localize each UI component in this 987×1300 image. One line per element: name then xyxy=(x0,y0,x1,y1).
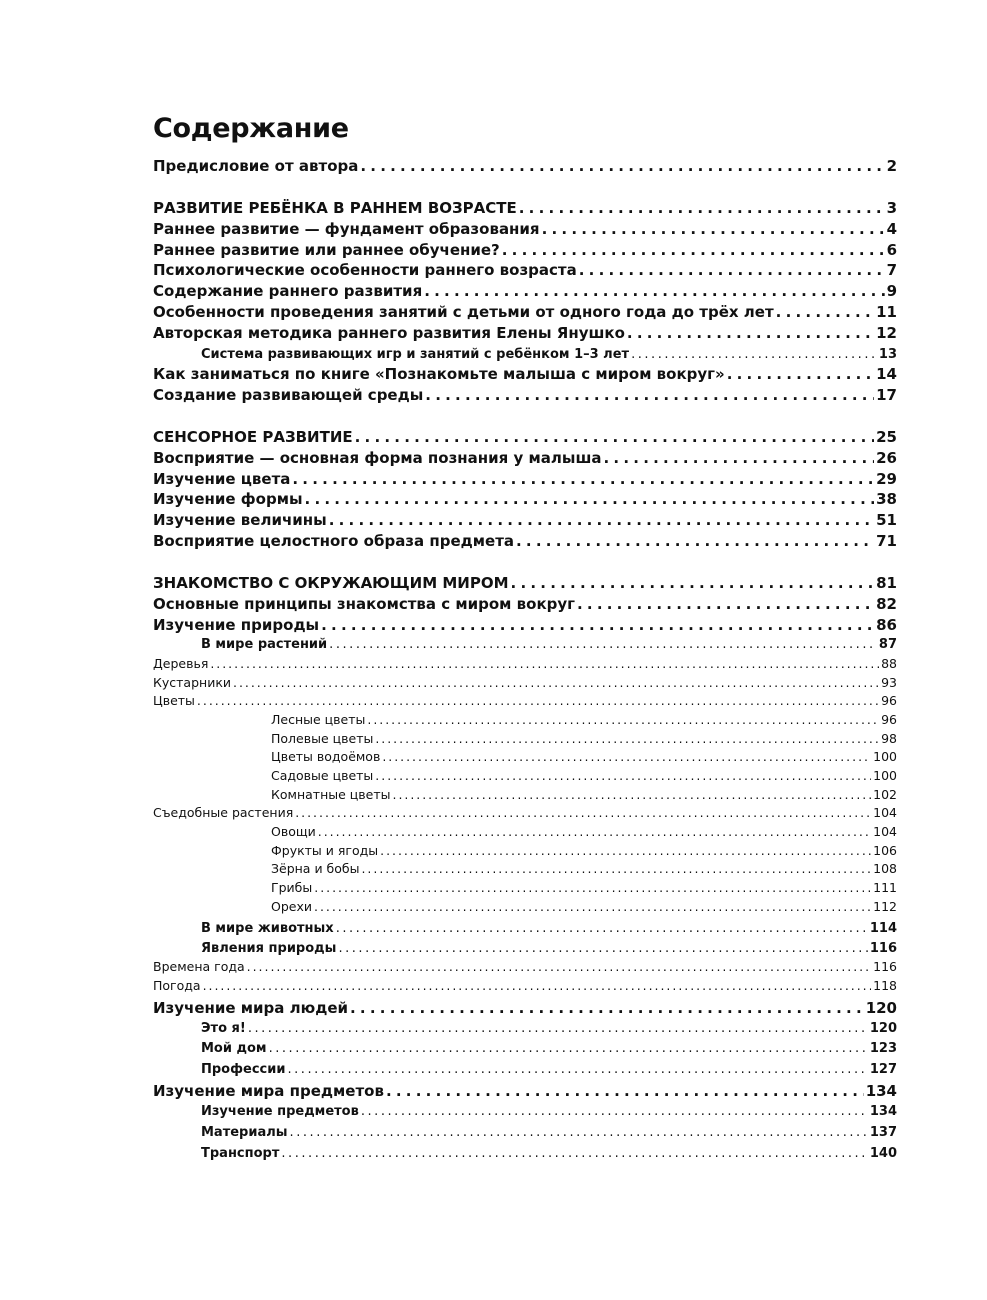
toc-entry xyxy=(153,573,897,593)
toc-entry-label: Фрукты и ягоды xyxy=(271,843,379,858)
toc-leader xyxy=(382,748,871,766)
toc-entry xyxy=(153,674,897,692)
toc-entry-label: Профессии xyxy=(201,1062,286,1077)
toc-entry-label: Восприятие — основная форма познания у малыша xyxy=(153,449,602,467)
toc-entry-label: Съедобные растения xyxy=(153,805,294,820)
toc-leader xyxy=(321,615,874,635)
toc-entry-label: Система развивающих игр и занятий с ребёнком 1–3 лет xyxy=(201,347,630,362)
toc-leader xyxy=(604,448,875,468)
toc-leader xyxy=(197,692,879,710)
toc-entry-page: 100 xyxy=(873,768,897,783)
toc-leader xyxy=(542,219,885,239)
toc-entry xyxy=(153,448,897,468)
toc-entry xyxy=(153,385,897,405)
toc-leader xyxy=(281,1145,867,1163)
toc-entry-label: В мире растений xyxy=(201,637,328,652)
toc-entry-page: 12 xyxy=(876,324,897,342)
toc-leader xyxy=(519,198,885,218)
toc-entry-label: Комнатные цветы xyxy=(271,787,391,802)
toc-entry-label: Изучение предметов xyxy=(201,1104,359,1119)
toc-entry-label: В мире животных xyxy=(201,921,334,936)
toc-entry-label: Явления природы xyxy=(201,941,337,956)
toc-entry xyxy=(201,1103,897,1121)
toc-entry-label: Изучение мира людей xyxy=(153,999,349,1017)
toc-leader xyxy=(380,842,871,860)
toc-entry-page: 114 xyxy=(869,921,897,936)
toc-leader xyxy=(579,260,885,280)
toc-entry-label: СЕНСОРНОЕ РАЗВИТИЕ xyxy=(153,428,353,446)
toc-entry-page: 96 xyxy=(881,693,897,708)
toc-leader xyxy=(287,1061,867,1079)
toc-entry-page: 120 xyxy=(865,999,897,1017)
toc-entry-label: Времена года xyxy=(153,959,245,974)
toc-entry-page: 120 xyxy=(869,1021,897,1036)
toc-entry-page: 9 xyxy=(886,282,897,300)
toc-entry-page: 118 xyxy=(873,978,897,993)
toc-entry-label: Предисловие от автора xyxy=(153,157,359,175)
toc-leader xyxy=(305,489,875,509)
toc-leader xyxy=(247,958,871,976)
toc-entry-page: 4 xyxy=(886,220,897,238)
toc-entry-label: Деревья xyxy=(153,656,209,671)
toc-entry-page: 100 xyxy=(873,749,897,764)
toc-entry-label: Грибы xyxy=(271,880,313,895)
toc-entry xyxy=(271,823,897,841)
toc-entry xyxy=(201,636,897,654)
toc-leader xyxy=(386,1081,864,1101)
toc-leader xyxy=(210,655,879,673)
toc-leader xyxy=(727,364,874,384)
toc-entry-label: Садовые цветы xyxy=(271,768,374,783)
toc-entry-page: 134 xyxy=(865,1082,897,1100)
toc-leader xyxy=(577,594,874,614)
toc-entry-page: 71 xyxy=(876,532,897,550)
toc-leader xyxy=(776,302,874,322)
toc-entry-label: Орехи xyxy=(271,899,312,914)
toc-entry xyxy=(153,302,897,322)
toc-entry xyxy=(271,898,897,916)
toc-entry-label: Изучение величины xyxy=(153,511,327,529)
toc-leader xyxy=(502,240,885,260)
toc-entry-page: 104 xyxy=(873,824,897,839)
toc-entry-page: 2 xyxy=(886,157,897,175)
toc-leader xyxy=(367,711,879,729)
toc-entry xyxy=(153,1081,897,1101)
toc-entry-label: Основные принципы знакомства с миром вокруг xyxy=(153,595,575,613)
toc-entry-page: 123 xyxy=(869,1041,897,1056)
toc-entry-page: 140 xyxy=(869,1146,897,1161)
toc-entry-page: 106 xyxy=(873,843,897,858)
toc-leader xyxy=(360,156,884,176)
toc-leader xyxy=(375,767,871,785)
toc-entry xyxy=(153,427,897,447)
toc-entry xyxy=(153,510,897,530)
toc-entry xyxy=(201,1124,897,1142)
toc-entry xyxy=(271,860,897,878)
toc-entry-page: 116 xyxy=(873,959,897,974)
toc-entry-label: Зёрна и бобы xyxy=(271,861,360,876)
toc-entry xyxy=(201,920,897,938)
toc-leader xyxy=(516,531,874,551)
toc-leader xyxy=(203,977,872,995)
toc-entry-page: 29 xyxy=(876,470,897,488)
toc-entry-page: 25 xyxy=(876,428,897,446)
toc-leader xyxy=(329,510,874,530)
toc-entry xyxy=(153,281,897,301)
toc-entry-label: Погода xyxy=(153,978,201,993)
toc-entry-label: Изучение природы xyxy=(153,616,320,634)
toc-entry-page: 127 xyxy=(869,1062,897,1077)
toc-entry-page: 86 xyxy=(876,616,897,634)
toc-entry-page: 81 xyxy=(876,574,897,592)
toc-entry-label: Особенности проведения занятий с детьми от одного года до трёх лет xyxy=(153,303,774,321)
toc-entry-label: Полевые цветы xyxy=(271,731,374,746)
toc-entry xyxy=(153,219,897,239)
toc-entry-page: 96 xyxy=(881,712,897,727)
toc-leader xyxy=(425,385,874,405)
toc-entry-page: 11 xyxy=(876,303,897,321)
toc-entry xyxy=(153,958,897,976)
toc-entry-label: РАЗВИТИЕ РЕБЁНКА В РАННЕМ ВОЗРАСТЕ xyxy=(153,199,517,217)
toc-entry xyxy=(271,879,897,897)
toc-entry xyxy=(153,594,897,614)
toc-entry-page: 17 xyxy=(876,386,897,404)
toc-entry-page: 93 xyxy=(881,675,897,690)
toc-entry xyxy=(271,748,897,766)
toc-leader xyxy=(269,1040,868,1058)
toc-leader xyxy=(248,1020,868,1038)
toc-leader xyxy=(329,636,877,654)
toc-entry-page: 82 xyxy=(876,595,897,613)
toc-entry xyxy=(153,531,897,551)
toc-entry xyxy=(271,711,897,729)
toc-entry xyxy=(153,469,897,489)
toc-leader xyxy=(511,573,875,593)
toc-leader xyxy=(361,860,871,878)
toc-leader xyxy=(350,998,864,1018)
toc-entry xyxy=(153,323,897,343)
toc-entry xyxy=(201,1145,897,1163)
toc-entry xyxy=(201,1061,897,1079)
toc-entry-page: 137 xyxy=(869,1125,897,1140)
toc-entry-page: 102 xyxy=(873,787,897,802)
page-title: Содержание xyxy=(153,113,349,144)
toc-entry-label: Кустарники xyxy=(153,675,231,690)
toc-entry-page: 112 xyxy=(873,899,897,914)
toc-entry-label: Изучение мира предметов xyxy=(153,1082,384,1100)
toc-leader xyxy=(292,469,874,489)
toc-leader xyxy=(318,823,871,841)
toc-entry xyxy=(153,156,897,176)
toc-entry xyxy=(153,692,897,710)
toc-leader xyxy=(631,346,877,364)
toc-entry-label: Как заниматься по книге «Познакомьте малыша с миром вокруг» xyxy=(153,365,725,383)
toc-entry xyxy=(153,998,897,1018)
toc-entry-page: 14 xyxy=(876,365,897,383)
toc-entry-label: Мой дом xyxy=(201,1041,267,1056)
toc-entry-page: 134 xyxy=(869,1104,897,1119)
toc-entry-label: Цветы водоёмов xyxy=(271,749,381,764)
toc-entry-label: Цветы xyxy=(153,693,195,708)
toc-leader xyxy=(336,920,868,938)
toc-entry-label: Восприятие целостного образа предмета xyxy=(153,532,515,550)
toc-entry xyxy=(153,364,897,384)
toc-leader xyxy=(233,674,879,692)
toc-entry xyxy=(153,198,897,218)
toc-entry-label: ЗНАКОМСТВО С ОКРУЖАЮЩИМ МИРОМ xyxy=(153,574,509,592)
toc-entry-label: Авторская методика раннего развития Елены Янушко xyxy=(153,324,625,342)
toc-entry-page: 38 xyxy=(876,490,897,508)
toc-entry xyxy=(153,655,897,673)
toc-entry-label: Содержание раннего развития xyxy=(153,282,423,300)
toc-entry xyxy=(153,804,897,822)
toc-leader xyxy=(290,1124,868,1142)
toc-entry-label: Изучение цвета xyxy=(153,470,291,488)
toc-leader xyxy=(375,730,879,748)
toc-entry xyxy=(271,786,897,804)
toc-entry-label: Создание развивающей среды xyxy=(153,386,424,404)
toc-entry-label: Это я! xyxy=(201,1021,246,1036)
toc-leader xyxy=(627,323,874,343)
toc-entry-page: 51 xyxy=(876,511,897,529)
toc-entry-label: Раннее развитие или раннее обучение? xyxy=(153,241,500,259)
toc-entry-label: Изучение формы xyxy=(153,490,303,508)
toc-entry-page: 88 xyxy=(881,656,897,671)
toc-entry-label: Раннее развитие — фундамент образования xyxy=(153,220,540,238)
toc-entry-page: 108 xyxy=(873,861,897,876)
toc-entry xyxy=(153,977,897,995)
toc-leader xyxy=(361,1103,868,1121)
toc-entry-page: 6 xyxy=(886,241,897,259)
toc-entry-page: 104 xyxy=(873,805,897,820)
toc-entry-page: 116 xyxy=(869,941,897,956)
toc-entry-label: Транспорт xyxy=(201,1146,280,1161)
toc-entry-label: Лесные цветы xyxy=(271,712,366,727)
toc-entry-page: 13 xyxy=(878,347,897,362)
toc-entry-page: 7 xyxy=(886,261,897,279)
toc-entry-label: Материалы xyxy=(201,1125,288,1140)
toc-entry xyxy=(153,260,897,280)
toc-leader xyxy=(295,804,871,822)
toc-entry-page: 3 xyxy=(886,199,897,217)
toc-entry xyxy=(271,767,897,785)
toc-entry xyxy=(153,615,897,635)
toc-entry xyxy=(201,1040,897,1058)
toc-leader xyxy=(314,879,871,897)
toc-entry xyxy=(201,1020,897,1038)
toc-entry xyxy=(201,940,897,958)
toc-entry xyxy=(153,240,897,260)
toc-leader xyxy=(338,940,867,958)
toc-entry-page: 98 xyxy=(881,731,897,746)
toc-leader xyxy=(424,281,884,301)
toc-entry-label: Овощи xyxy=(271,824,316,839)
toc-entry-page: 26 xyxy=(876,449,897,467)
toc-leader xyxy=(393,786,872,804)
toc-entry xyxy=(271,730,897,748)
toc-entry xyxy=(153,489,897,509)
toc-entry-page: 111 xyxy=(873,880,897,895)
toc-leader xyxy=(314,898,871,916)
toc-entry-page: 87 xyxy=(878,637,897,652)
toc-entry xyxy=(201,346,897,364)
toc-leader xyxy=(355,427,875,447)
toc-entry xyxy=(271,842,897,860)
toc-entry-label: Психологические особенности раннего возраста xyxy=(153,261,577,279)
